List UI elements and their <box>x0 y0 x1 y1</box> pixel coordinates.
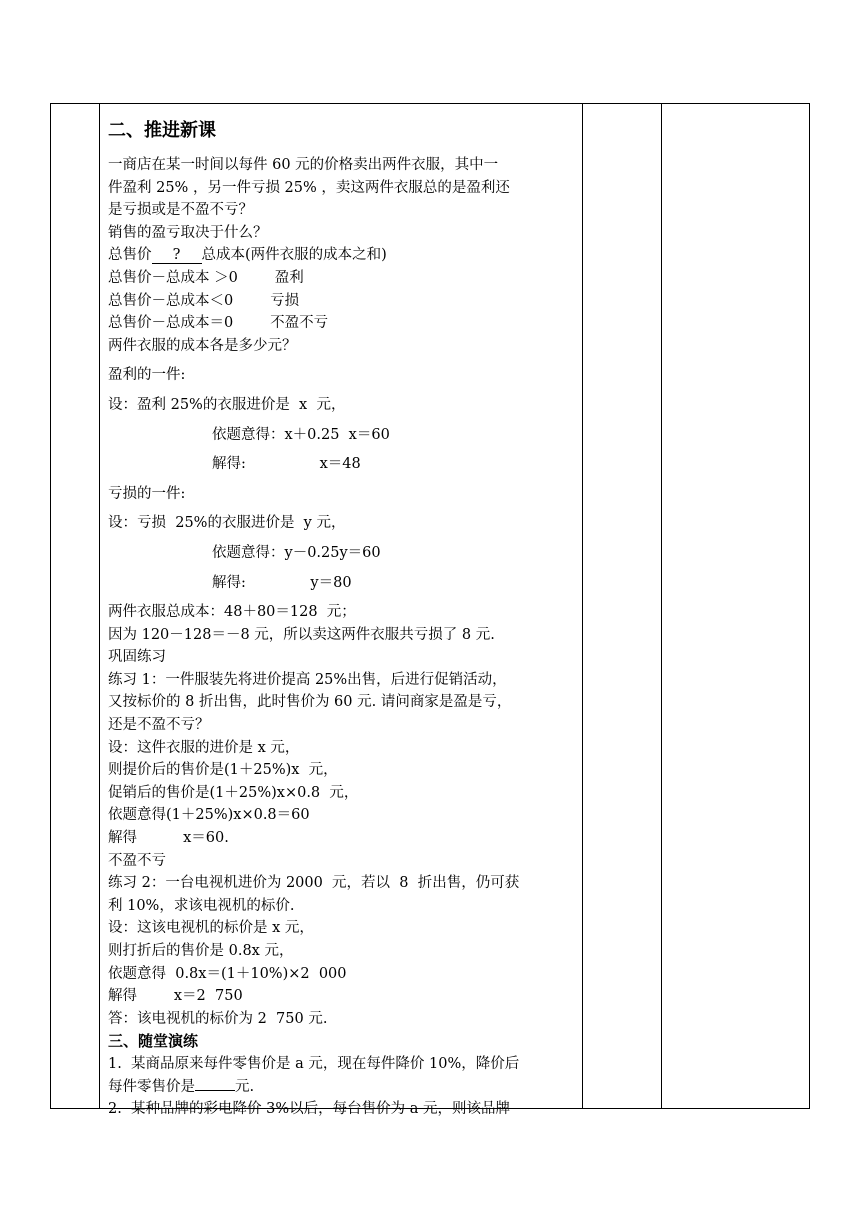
text-line: 设：这该电视机的标价是 x 元， <box>108 920 314 937</box>
text-line: 答：该电视机的标价为 2 750 元. <box>108 1010 328 1027</box>
text-span: 总售价 <box>108 247 152 264</box>
rule-line: 总售价－总成本 ＞0 盈利 <box>108 269 304 286</box>
lesson-content <box>108 110 578 1121</box>
text-line: 两件衣服总成本：48＋80＝128 元； <box>108 604 356 621</box>
text-line: 亏损的一件: <box>108 485 186 502</box>
text-line: 因为 120－128＝－8 元，所以卖这两件衣服共亏损了 8 元. <box>108 626 495 643</box>
text-line: 设：这件衣服的进价是 x 元， <box>108 739 300 756</box>
section-title: 三、随堂演练 <box>108 1032 199 1051</box>
column-divider <box>582 104 583 1108</box>
text-line: 不盈不亏 <box>108 852 166 869</box>
text-line: 两件衣服的成本各是多少元？ <box>108 337 297 354</box>
text-line: 一商店在某一时间以每件 60 元的价格卖出两件衣服，其中一 <box>108 157 499 173</box>
fill-blank: ? <box>152 247 202 264</box>
text-line: 是亏损或是不盈不亏？ <box>108 202 253 219</box>
text-span: 每件零售价是 <box>108 1078 195 1095</box>
text-line: 则提价后的售价是(1＋25%)x 元， <box>108 762 338 779</box>
text-line: 练习 2：一台电视机进价为 2000 元，若以 8 折出售，仍可获 <box>108 875 520 892</box>
text-line: 解得 x＝60. <box>108 830 229 847</box>
text-line: 件盈利 25% ，另一件亏损 25% ，卖这两件衣服总的是盈利还 <box>108 179 510 196</box>
rule-line: 总售价－总成本＝0 不盈不亏 <box>108 315 329 332</box>
text-line: 1. 某商品原来每件零售价是 a 元，现在每件降价 10%，降价后 <box>108 1055 520 1072</box>
text-span: 元. <box>235 1078 255 1095</box>
text-line: 还是不盈不亏？ <box>108 717 210 734</box>
text-line: 依题意得(1＋25%)x×0.8＝60 <box>108 807 310 824</box>
column-divider <box>661 104 662 1108</box>
equation-line: 解得: y＝80 <box>212 574 352 591</box>
fill-blank <box>195 1090 235 1091</box>
text-line: 又按标价的 8 折出售，此时售价为 60 元. 请问商家是盈是亏， <box>108 694 512 711</box>
text-line: 巩固练习 <box>108 649 166 666</box>
text-line <box>108 1076 578 1099</box>
text-line: 则打折后的售价是 0.8x 元， <box>108 943 294 959</box>
text-line: 利 10%，求该电视机的标价. <box>108 897 295 914</box>
equation-line: 解得: x＝48 <box>212 456 361 473</box>
text-line: 促销后的售价是(1＋25%)x×0.8 元， <box>108 784 359 801</box>
rule-line: 总售价－总成本＜0 亏损 <box>108 292 300 309</box>
equation-line: 依题意得：y－0.25y＝60 <box>212 544 381 561</box>
text-line: 依题意得 0.8x＝(1＋10%)×2 000 <box>108 965 347 982</box>
text-line: 盈利的一件: <box>108 367 186 384</box>
text-line: 设：亏损 25%的衣服进价是 y 元， <box>108 515 346 532</box>
text-span: 总成本(两件衣服的成本之和) <box>201 247 387 264</box>
equation-line: 依题意得：x＋0.25 x＝60 <box>212 426 390 443</box>
comparison-line <box>108 244 578 267</box>
text-line: 解得 x＝2 750 <box>108 988 243 1005</box>
column-divider <box>99 104 100 1108</box>
text-line: 销售的盈亏取决于什么？ <box>108 224 268 241</box>
section-title: 二、推进新课 <box>108 120 216 141</box>
text-line: 设：盈利 25%的衣服进价是 x 元， <box>108 396 346 413</box>
text-line: 练习 1：一件服装先将进价提高 25%出售，后进行促销活动， <box>108 671 507 688</box>
text-line: 2. 某种品牌的彩电降价 3%以后，每台售价为 a 元，则该品牌 <box>108 1101 511 1118</box>
